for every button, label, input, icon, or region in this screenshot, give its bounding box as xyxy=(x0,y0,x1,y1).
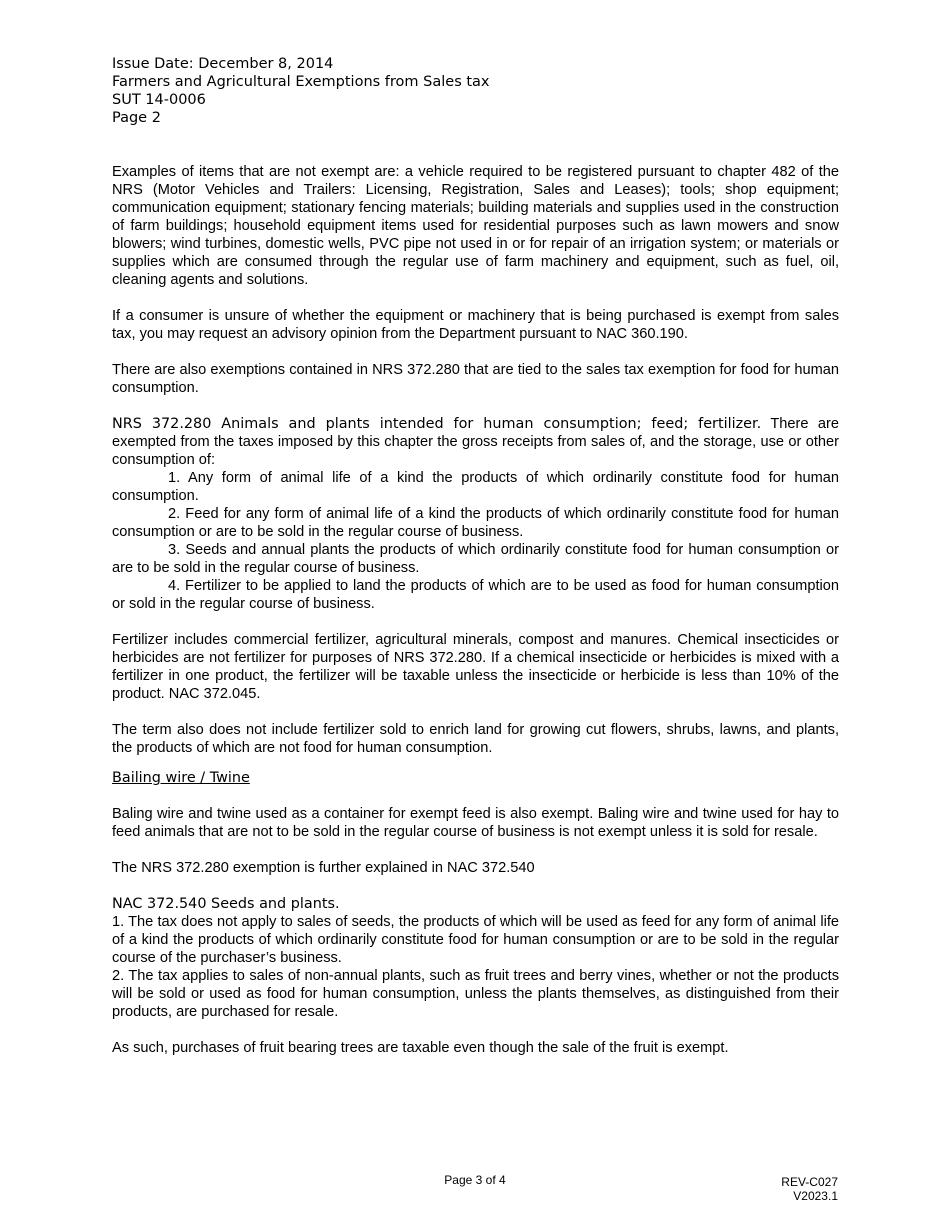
nrs-item: 2. Feed for any form of animal life of a kind the products of which ordinarily constitute food for human consumption or are to be sold in the regular course of business. xyxy=(112,506,839,540)
paragraph-not-exempt: Examples of items that are not exempt are: a vehicle required to be registered pursuant to chapter 482 of the NRS (Motor Vehicles and Trailers: Licensing, Registration, Sales and Leases); tools; shop equipment; communication equipment; stationary fencing materials; building materials and supplies used in the construction of farm buildings; household equipment items used for residential purposes such as lawn mowers and snow blowers; wind turbines, domestic wells, PVC pipe not used in or for repair of an irrigation system; or materials or supplies which are consumed through the regular use of farm machinery and equipment, such as fuel, oil, cleaning agents and solutions. xyxy=(112,164,839,288)
nrs-372-280-section xyxy=(112,415,839,469)
nrs-item: 1. Any form of animal life of a kind the products of which ordinarily constitute food for human consumption. xyxy=(112,470,839,504)
footer-form-code: REV-C027 xyxy=(781,1175,838,1189)
header-page-number: Page 2 xyxy=(112,110,161,126)
page-header xyxy=(112,55,712,127)
footer-version: V2023.1 xyxy=(793,1189,838,1203)
nrs-section-text: There are exempted from the taxes imposed by this chapter the gross receipts from sales of, and the storage, use or other consumption of: xyxy=(112,416,840,468)
paragraph-fertilizer: Fertilizer includes commercial fertilizer, agricultural minerals, compost and manures. Chemical insecticides or herbicides are not fertilizer for purposes of NRS 372.280. If a chemical insecticide or herbicides is mixed with a fertilizer in one product, the fertilizer will be taxable unless the insecticide or herbicide is less than 10% of the product. NAC 372.045. xyxy=(112,632,839,702)
document-body xyxy=(112,163,839,1057)
nac-372-540-heading: NAC 372.540 Seeds and plants. xyxy=(112,896,340,912)
paragraph-baling-wire: Baling wire and twine used as a container for exempt feed is also exempt. Baling wire and twine used for hay to feed animals that are not to be sold in the regular course of business is not exempt unless it is sold for resale. xyxy=(112,806,839,840)
paragraph-further-explained: The NRS 372.280 exemption is further explained in NAC 372.540 xyxy=(112,860,535,876)
bailing-wire-heading: Bailing wire / Twine xyxy=(112,770,250,786)
document-number: SUT 14-0006 xyxy=(112,92,206,108)
paragraph-as-such: As such, purchases of fruit bearing trees are taxable even though the sale of the fruit is exempt. xyxy=(112,1040,729,1056)
nrs-section-title: NRS 372.280 Animals and plants intended for human consumption; feed; fertilizer. xyxy=(112,416,762,432)
nac-item: 2. The tax applies to sales of non-annual plants, such as fruit trees and berry vines, whether or not the products will be sold or used as food for human consumption, unless the plants themselves, as distinguished from their products, are purchased for resale. xyxy=(112,968,839,1020)
paragraph-term: The term also does not include fertilizer sold to enrich land for growing cut flowers, shrubs, lawns, and plants, the products of which are not food for human consumption. xyxy=(112,722,839,756)
paragraph-unsure: If a consumer is unsure of whether the equipment or machinery that is being purchased is exempt from sales tax, you may request an advisory opinion from the Department pursuant to NAC 360.190. xyxy=(112,308,839,342)
nac-item: 1. The tax does not apply to sales of seeds, the products of which will be used as feed for any form of animal life of a kind the products of which ordinarily constitute food for human consumption or are to be sold in the regular course of the purchaser’s business. xyxy=(112,914,839,966)
footer-page-of: Page 3 of 4 xyxy=(444,1173,506,1187)
issue-date: Issue Date: December 8, 2014 xyxy=(112,56,334,72)
document-title: Farmers and Agricultural Exemptions from Sales tax xyxy=(112,74,490,90)
footer-form-info xyxy=(781,1175,838,1203)
nrs-item: 4. Fertilizer to be applied to land the products of which are to be used as food for human consumption or sold in the regular course of business. xyxy=(112,578,839,612)
paragraph-also-exemptions: There are also exemptions contained in NRS 372.280 that are tied to the sales tax exemption for food for human consumption. xyxy=(112,362,839,396)
nrs-item: 3. Seeds and annual plants the products of which ordinarily constitute food for human consumption or are to be sold in the regular course of business. xyxy=(112,542,839,576)
